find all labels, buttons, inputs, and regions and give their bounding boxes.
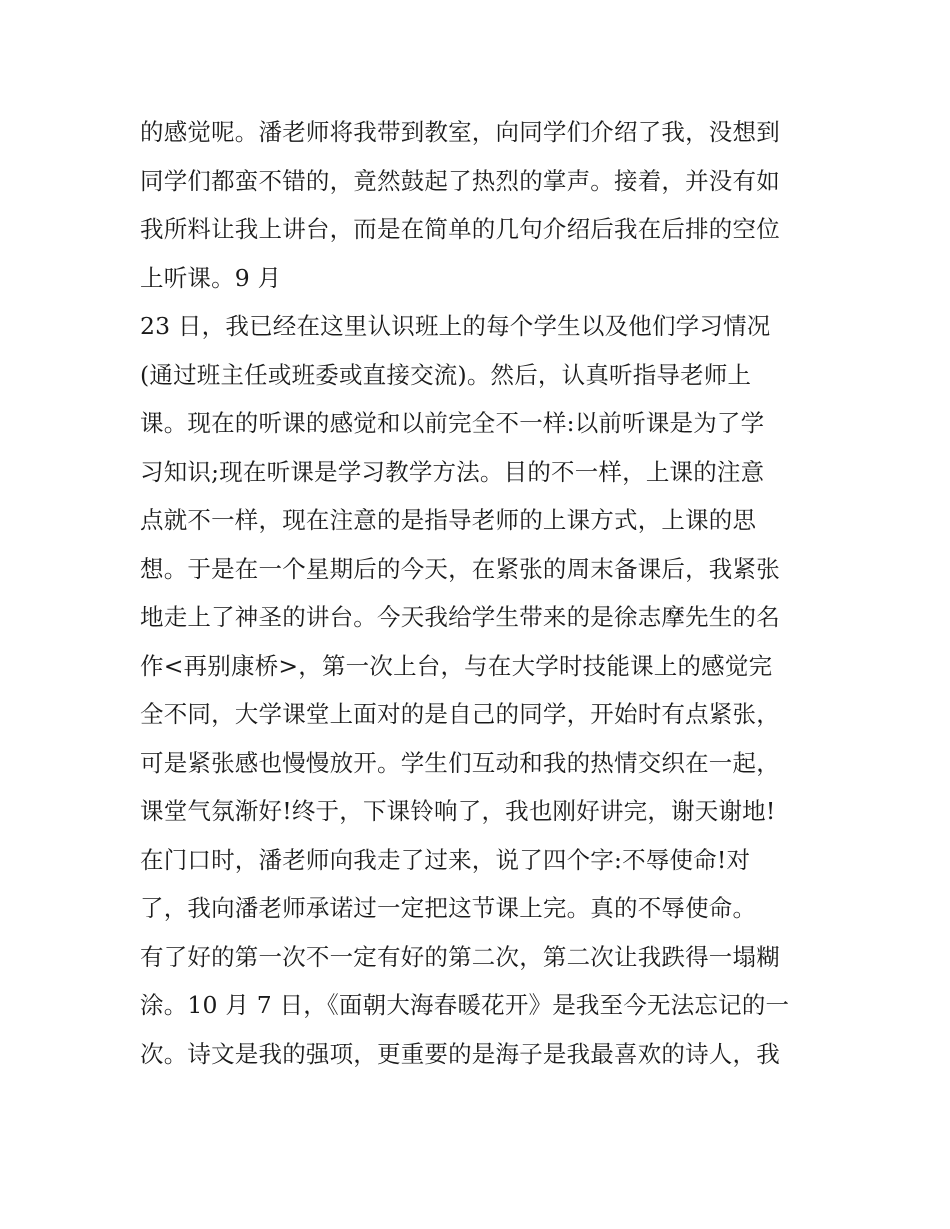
text-line: 作<再别康桥>，第一次上台，与在大学时技能课上的感觉完 — [140, 651, 773, 680]
text-line: 课。现在的听课的感觉和以前完全不一样:以前听课是为了学 — [140, 409, 765, 437]
text-line: 的感觉呢。潘老师将我带到教室，向同学们介绍了我，没想到 — [140, 118, 780, 146]
text-line: 涂。10 月 7 日，《面朝大海春暖花开》是我至今无法忘记的一 — [140, 991, 790, 1019]
text-line: 全不同，大学课堂上面对的是自己的同学，开始时有点紧张， — [140, 700, 780, 728]
text-line: 在门口时，潘老师向我走了过来，说了四个字:不辱使命!对 — [140, 845, 751, 874]
text-line: 习知识;现在听课是学习教学方法。目的不一样，上课的注意 — [140, 457, 765, 486]
text-line: 我所料让我上讲台，而是在简单的几句介绍后我在后排的空位 — [140, 215, 780, 243]
text-line: 同学们都蛮不错的，竟然鼓起了热烈的掌声。接着，并没有如 — [140, 166, 780, 195]
text-line: 地走上了神圣的讲台。今天我给学生带来的是徐志摩先生的名 — [140, 603, 780, 631]
text-line: (通过班主任或班委或直接交流)。然后，认真听指导老师上 — [140, 360, 752, 389]
text-line: 点就不一样，现在注意的是指导老师的上课方式，上课的思 — [140, 506, 757, 534]
text-line: 次。诗文是我的强项，更重要的是海子是我最喜欢的诗人，我 — [140, 1039, 780, 1068]
text-line: 上听课。9 月 — [140, 263, 282, 292]
body-text — [140, 108, 830, 1078]
text-line: 23 日，我已经在这里认识班上的每个学生以及他们学习情况 — [140, 312, 771, 340]
text-line: 可是紧张感也慢慢放开。学生们互动和我的热情交织在一起， — [140, 748, 780, 777]
text-line: 想。于是在一个星期后的今天，在紧张的周末备课后，我紧张 — [140, 554, 780, 583]
text-line: 有了好的第一次不一定有好的第二次，第二次让我跌得一塌糊 — [140, 942, 780, 971]
text-line: 课堂气氛渐好!终于，下课铃响了，我也刚好讲完，谢天谢地! — [140, 797, 776, 825]
text-line: 了，我向潘老师承诺过一定把这节课上完。真的不辱使命。 — [140, 894, 757, 922]
